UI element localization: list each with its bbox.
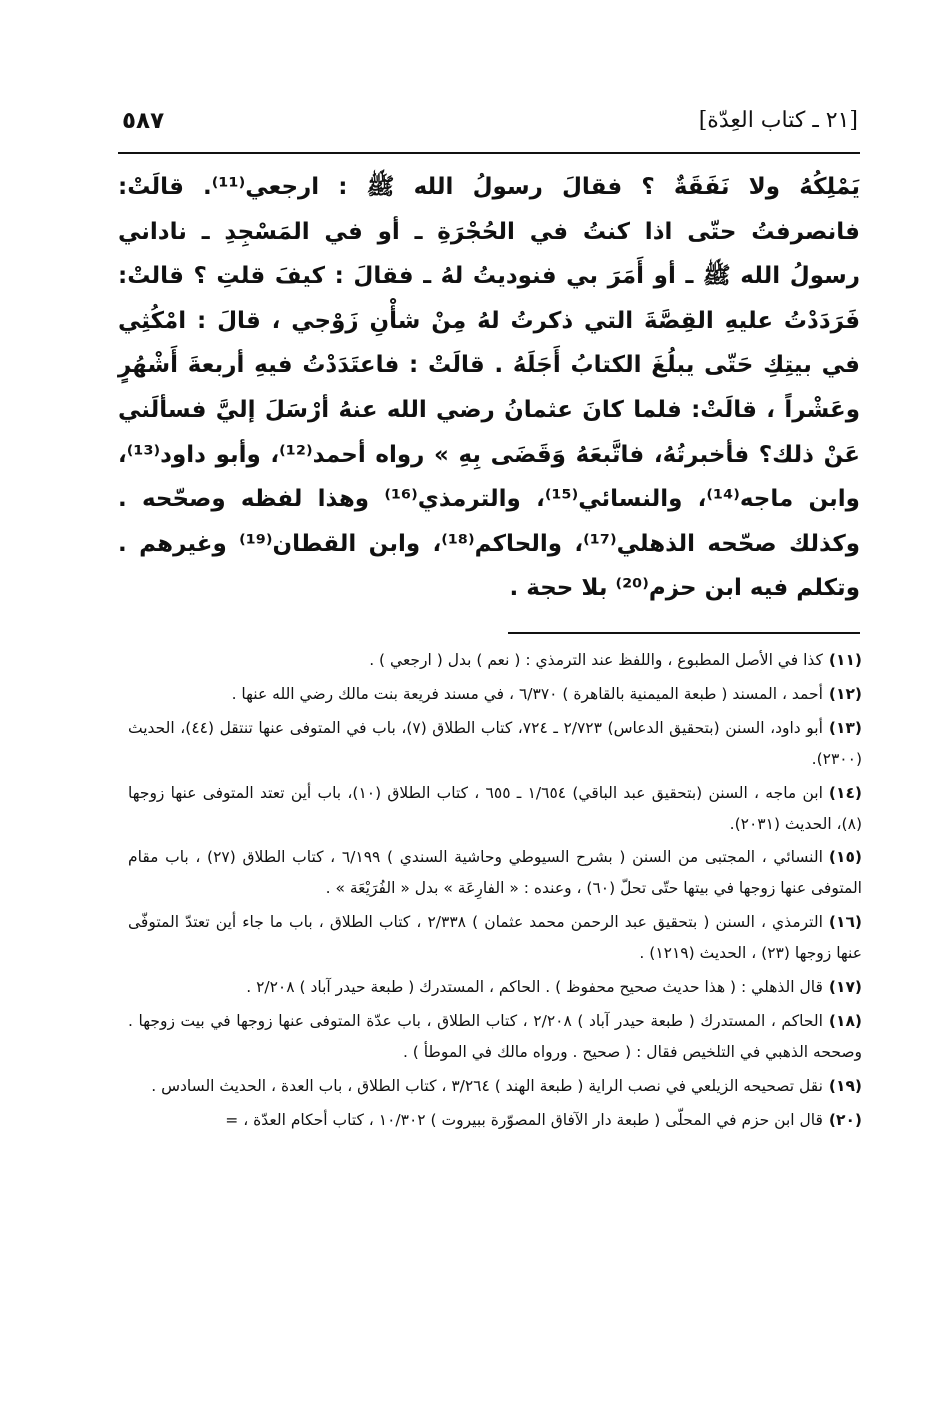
footnote-18	[128, 1006, 862, 1068]
footnotes-section	[128, 645, 862, 1139]
footnote-text: قال الذهلي : ( هذا حديث صحيح محفوظ ) . الحاكم ، المستدرك ( طبعة حيدر آباد ) ٢/٢٠٨ .	[246, 978, 823, 997]
footnote-number: (١٧)	[828, 978, 862, 997]
footnote-15	[128, 842, 862, 904]
footnote-number: (١١)	[828, 651, 862, 669]
footnote-19	[128, 1071, 862, 1102]
footnote-text: ابن ماجه ، السنن (بتحقيق عبد الباقي) ١/٦٥٤ ـ ٦٥٥ ، كتاب الطلاق (١٠)، باب أين تعتد المتوفى عنها زوجها (٨)، الحديث (٢٠٣١).	[128, 783, 862, 833]
footnote-number: (١٥)	[828, 848, 862, 867]
running-title: [٢١ ـ كتاب العِدّة]	[698, 108, 858, 133]
footnote-text: أحمد ، المسند ( طبعة الميمنية بالقاهرة ) ٦/٣٧٠ ، في مسند فريعة بنت مالك رضي الله عنها .	[231, 684, 823, 703]
body-paragraph: يَمْلِكُهُ ولا نَفَقَةٌ ؟ فقالَ رسولُ الله ﷺ : ارجعي⁽¹¹⁾. قالَتْ: فانصرفتُ حتّى اذا كنتُ في الحُجْرَةِ ـ أو في المَسْجِدِ ـ ناداني رسولُ الله ﷺ ـ أو أَمَرَ بي فنوديتُ لهُ ـ فقالَ : كيفَ قلتِ ؟ قالتْ: فَرَدَدْتُ عليهِ القِصَّةَ التي ذكرتُ لهُ مِنْ شأْنِ زَوْجي ، قالَ : امْكُثِي في بيتِكِ حَتّى يبلُغَ الكتابُ أَجَلَهُ . قالَتْ : فاعتَدَدْتُ فيهِ أربعةَ أَشْهُرٍ وعَشْراً ، قالَتْ: فلما كانَ عثمانُ رضي الله عنهُ أرْسَلَ إليَّ فسألَني عَنْ ذلك؟ فأخبرتُهُ، فاتَّبعَهُ وَقَضَى بِهِ » رواه أحمد⁽¹²⁾، وأبو داود⁽¹³⁾، وابن ماجه⁽¹⁴⁾، والنسائي⁽¹⁵⁾، والترمذي⁽¹⁶⁾ وهذا لفظه وصحّحه . وكذلك صحّحه الذهلي⁽¹⁷⁾، والحاكم⁽¹⁸⁾، وابن القطان⁽¹⁹⁾ وغيرهم . وتكلم فيه ابن حزم⁽²⁰⁾ بلا حجة .	[118, 174, 861, 602]
footnote-11	[128, 645, 862, 676]
footnote-text: كذا في الأصل المطبوع ، واللفظ عند الترمذي : ( نعم ) بدل ( ارجعي ) .	[369, 651, 823, 669]
footnote-text: النسائي ، المجتبى من السنن ( بشرح السيوطي وحاشية السندي ) ٦/١٩٩ ، كتاب الطلاق (٢٧) ، باب مقام المتوفى عنها زوجها في بيتها حتّى تحلّ (٦٠) ، وعنده : « الفارِعَة » بدل « الفُرَيْعَة » .	[128, 848, 862, 898]
footnote-16	[128, 907, 862, 969]
footnote-number: (١٩)	[828, 1076, 862, 1095]
footnote-number: (١٢)	[828, 684, 862, 703]
page-number: ٥٨٧	[122, 108, 165, 134]
footnote-number: (١٤)	[828, 783, 863, 802]
footnote-number: (٢٠)	[828, 1110, 862, 1129]
footnote-text: أبو داود، السنن (بتحقيق الدعاس) ٢/٧٢٣ ـ ٧٢٤، كتاب الطلاق (٧)، باب في المتوفى عنها تنتقل (٤٤)، الحديث (٢٣٠٠).	[128, 718, 862, 768]
footnote-12	[128, 679, 862, 710]
footnote-text: الحاكم ، المستدرك ( طبعة حيدر آباد ) ٢/٢٠٨ ، كتاب الطلاق ، باب عدّة المتوفى عنها زوجها في بيت زوجها . وصححه الذهبي في التلخيص فقال : ( صحيح . ورواه مالك في الموطأ ) .	[128, 1011, 862, 1061]
body-text	[118, 165, 860, 611]
footnote-number: (١٨)	[828, 1011, 862, 1030]
footnote-17	[128, 972, 862, 1003]
footnote-14	[128, 778, 862, 840]
footnote-number: (١٦)	[828, 913, 862, 932]
footnote-text: الترمذي ، السنن ( بتحقيق عبد الرحمن محمد عثمان ) ٢/٣٣٨ ، كتاب الطلاق ، باب ما جاء أين تعتدّ المتوفّى عنها زوجها (٢٣) ، الحديث (١٢١٩) .	[128, 913, 862, 963]
header-divider	[118, 152, 860, 154]
footnote-number: (١٣)	[828, 718, 862, 737]
footnote-divider	[508, 632, 860, 634]
footnote-13	[128, 713, 862, 775]
footnote-text: نقل تصحيحه الزيلعي في نصب الراية ( طبعة الهند ) ٣/٢٦٤ ، كتاب الطلاق ، باب العدة ، الحديث السادس .	[151, 1076, 823, 1095]
page-header	[122, 108, 858, 148]
footnote-text: قال ابن حزم في المحلّى ( طبعة دار الآفاق المصوّرة ببيروت ) ١٠/٣٠٢ ، كتاب أحكام العدّة ، =	[225, 1110, 823, 1129]
footnote-20	[128, 1105, 862, 1136]
